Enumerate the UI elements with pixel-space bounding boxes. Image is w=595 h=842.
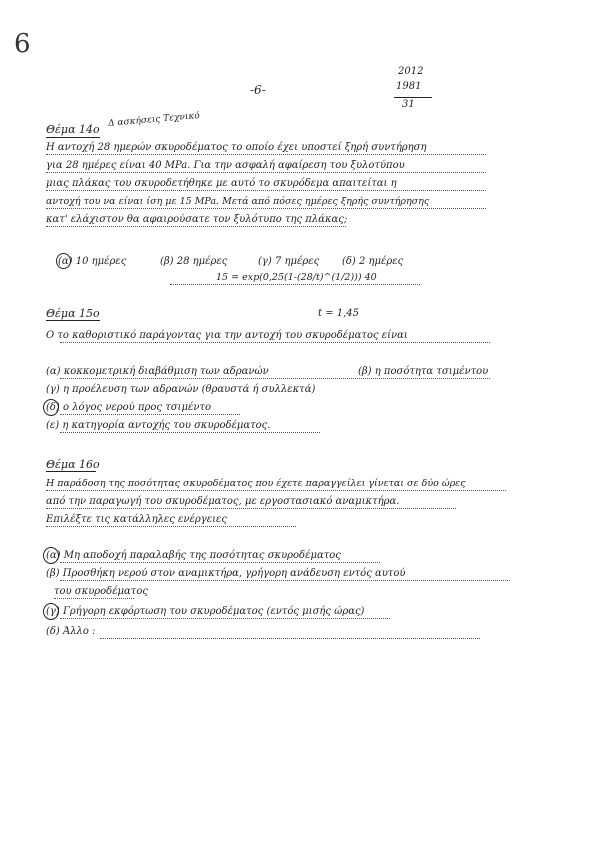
year-top: 2012 [398,66,424,77]
q14-tag: Δ ασκήσεις Τεχνικό [107,111,201,129]
corner-page-number: 6 [14,29,31,59]
q14-line-4: αντοχή του να είναι ίση με 15 MPa. Μετά από πόσες ημέρες ξηρής συντήρησης [46,196,430,207]
q16-option-d: (δ) Άλλο : [46,626,96,637]
q15-option-a: (α) κοκκομετρική διαβάθμιση των αδρανών [46,366,269,377]
year-middle: 1981 [396,81,422,92]
q14-option-a: (α) 10 ημέρες [58,256,127,267]
q16-line-3: Επιλέξτε τις κατάλληλες ενέργειες [46,514,227,525]
q16-option-a-circle [43,547,59,564]
page-header-number: -6- [250,83,266,97]
q16-option-b: (β) Προσθήκη νερού στον αναμικτήρα, γρήγορη ανάδευση εντός αυτού [46,568,406,579]
q16-line-1: Η παράδοση της ποσότητας σκυροδέματος που έχετε παραγγείλει γίνεται σε δύο ώρες [46,478,466,489]
q14-line-1: Η αντοχή 28 ημερών σκυροδέματος το οποίο έχει υποστεί ξηρή συντήρηση [46,142,427,153]
q15-option-d-circle [43,399,59,416]
q14-line-5: κατ' ελάχιστον θα αφαιρούσατε τον ξυλότυπο της πλάκας; [46,214,348,225]
q15-title: Θέμα 15ο [46,307,100,320]
q16-option-b-cont: του σκυροδέματος [54,586,148,597]
q16-option-c: (γ) Γρήγορη εκφόρτωση του σκυροδέματος (εντός μισής ώρας) [46,606,365,617]
year-bottom: 31 [402,99,415,110]
q15-option-b: (β) η ποσότητα τσιμέντου [358,366,489,377]
q14-option-b: (β) 28 ημέρες [160,256,228,267]
q14-line-3: μιας πλάκας του σκυροδετήθηκε με αυτό το σκυρόδεμα απαιτείται η [46,178,397,189]
q15-option-c: (γ) η προέλευση των αδρανών (θραυστά ή συλλεκτά) [46,384,316,395]
q15-line-1: Ο το καθοριστικό παράγοντας για την αντοχή του σκυροδέματος είναι [46,330,408,341]
q14-result: t = 1,45 [318,308,360,319]
q15-option-e: (ε) η κατηγορία αντοχής του σκυροδέματος. [46,420,271,431]
q14-option-a-circle [56,253,71,269]
q14-option-c: (γ) 7 ημέρες [258,256,320,267]
q14-option-d: (δ) 2 ημέρες [342,256,404,267]
q14-formula: 15 = exp(0,25(1-(28/t)^(1/2))) 40 [216,272,377,283]
q16-option-c-circle [43,603,59,620]
q15-option-d: (δ) ο λόγος νερού προς τσιμέντο [46,402,211,413]
q16-title: Θέμα 16ο [46,458,100,471]
q16-line-2: από την παραγωγή του σκυροδέματος, με εργοστασιακό αναμικτήρα. [46,496,400,507]
q16-option-a: (α) Μη αποδοχή παραλαβής της ποσότητας σκυροδέματος [46,550,341,561]
q14-title: Θέμα 14ο [46,123,100,136]
q14-line-2: για 28 ημέρες είναι 40 MPa. Για την ασφαλή αφαίρεση του ξυλοτύπου [46,160,405,171]
